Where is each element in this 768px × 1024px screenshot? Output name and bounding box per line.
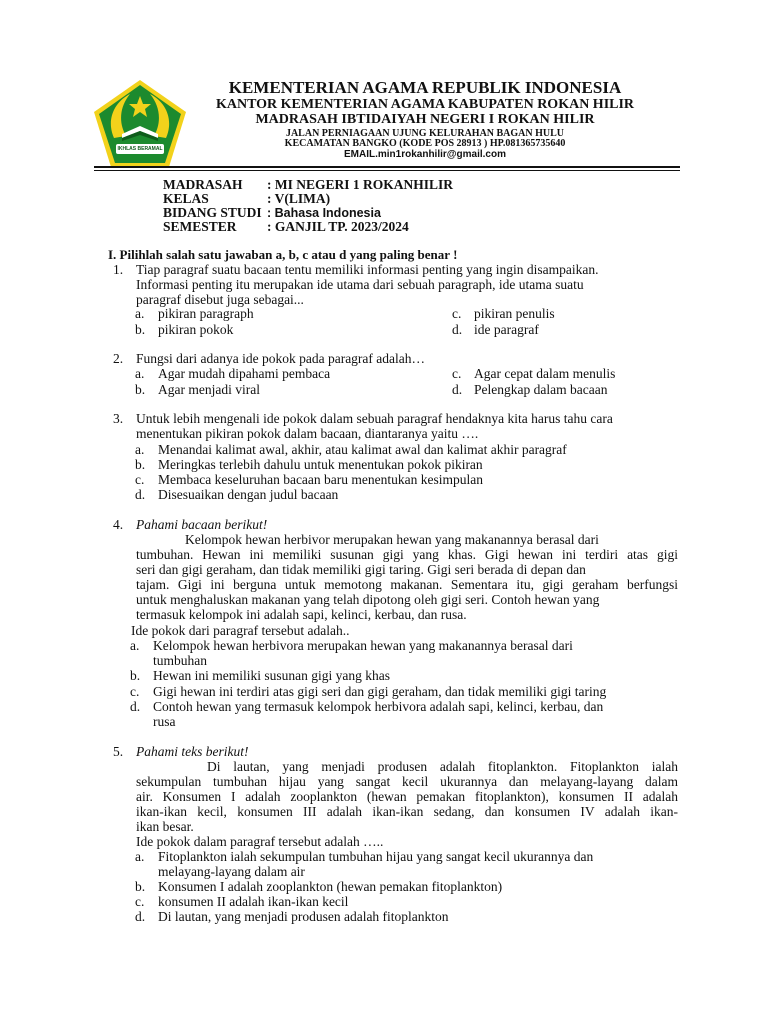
q2-text-line1: Fungsi dari adanya ide pokok pada paragraf adalah… bbox=[136, 351, 426, 366]
q4-passage-line1: Kelompok hewan herbivor merupakan hewan yang makanannya berasal dari bbox=[185, 532, 599, 547]
q3-option-b: Meringkas terlebih dahulu untuk menentukan pokok pikiran bbox=[158, 457, 483, 472]
q2-option-b: Agar menjadi viral bbox=[158, 382, 260, 397]
q4-option-b-letter: b. bbox=[130, 668, 141, 683]
q3-option-a: Menandai kalimat awal, akhir, atau kalimat awal dan kalimat akhir paragraf bbox=[158, 442, 567, 457]
q2-option-d: Pelengkap dalam bacaan bbox=[474, 382, 608, 397]
q4-option-d-letter: d. bbox=[130, 699, 141, 714]
info-semester-label: SEMESTER bbox=[163, 219, 237, 234]
q4-option-d-line2: rusa bbox=[153, 714, 176, 729]
q1-option-b-letter: b. bbox=[135, 322, 146, 337]
q5-question: Ide pokok dalam paragraf tersebut adalah ….. bbox=[136, 834, 384, 849]
q5-passage-line5: ikan besar. bbox=[136, 819, 194, 834]
info-madrasah-label: MADRASAH bbox=[163, 177, 243, 192]
header-email: EMAIL.min1rokanhilir@gmail.com bbox=[343, 149, 506, 160]
q1-option-b: pikiran pokok bbox=[158, 322, 234, 337]
q1-option-a: pikiran paragraph bbox=[158, 306, 254, 321]
q3-option-b-letter: b. bbox=[135, 457, 146, 472]
q4-number: 4. bbox=[113, 517, 124, 532]
q1-option-c: pikiran penulis bbox=[474, 306, 555, 321]
kemenag-emblem-icon bbox=[92, 78, 188, 170]
q5-option-c: konsumen II adalah ikan-ikan kecil bbox=[158, 894, 349, 909]
q1-option-d-letter: d. bbox=[452, 322, 463, 337]
q4-option-a-letter: a. bbox=[130, 638, 140, 653]
q5-number: 5. bbox=[113, 744, 124, 759]
q5-option-b: Konsumen I adalah zooplankton (hewan pemakan fitoplankton) bbox=[158, 879, 503, 894]
q5-option-a-letter: a. bbox=[135, 849, 145, 864]
q5-title: Pahami teks berikut! bbox=[136, 744, 249, 759]
section-instruction: I. Pilihlah salah satu jawaban a, b, c atau d yang paling benar ! bbox=[108, 247, 458, 262]
logo-motto: IKHLAS BERAMAL bbox=[117, 146, 163, 152]
q1-text-line2: Informasi penting itu merupakan ide utama dari sebuah paragraph, ide utama suatu bbox=[136, 277, 584, 292]
header-district: KECAMATAN BANGKO (KODE POS 28913 ) HP.081365735640 bbox=[284, 138, 566, 149]
kemenag-logo bbox=[92, 78, 188, 170]
info-kelas-label: KELAS bbox=[163, 191, 209, 206]
header-office: KANTOR KEMENTERIAN AGAMA KABUPATEN ROKAN HILIR bbox=[215, 97, 635, 112]
q4-option-c-letter: c. bbox=[130, 684, 140, 699]
info-kelas-value: : V(LIMA) bbox=[267, 191, 331, 206]
q3-text-line2: menentukan pikiran pokok dalam bacaan, diantaranya yaitu …. bbox=[136, 426, 479, 441]
q3-number: 3. bbox=[113, 411, 124, 426]
q5-option-d: Di lautan, yang menjadi produsen adalah fitoplankton bbox=[158, 909, 449, 924]
info-bidang-value: : Bahasa Indonesia bbox=[267, 206, 381, 220]
header-divider-thick bbox=[94, 166, 680, 168]
q4-passage-line5: untuk menghaluskan makanan yang telah dipotong oleh gigi seri. Contoh hewan yang bbox=[136, 592, 600, 607]
q4-question: Ide pokok dari paragraf tersebut adalah.. bbox=[131, 623, 350, 638]
q3-option-d: Disesuaikan dengan judul bacaan bbox=[158, 487, 339, 502]
q1-option-a-letter: a. bbox=[135, 306, 145, 321]
q5-option-a-line1: Fitoplankton ialah sekumpulan tumbuhan hijau yang sangat kecil ukurannya dan bbox=[158, 849, 594, 864]
q4-title: Pahami bacaan berikut! bbox=[136, 517, 268, 532]
q4-option-a-line2: tumbuhan bbox=[153, 653, 207, 668]
q4-passage-line6: termasuk kelompok ini adalah sapi, kelinci, kerbau, dan rusa. bbox=[136, 607, 467, 622]
header-ministry: KEMENTERIAN AGAMA REPUBLIK INDONESIA bbox=[228, 78, 622, 97]
q4-option-d-line1: Contoh hewan yang termasuk kelompok herbivora adalah sapi, kelinci, kerbau, dan bbox=[153, 699, 604, 714]
info-semester-value: : GANJIL TP. 2023/2024 bbox=[267, 219, 409, 234]
q4-option-c: Gigi hewan ini terdiri atas gigi seri dan gigi geraham, dan tidak memiliki gigi taring bbox=[153, 684, 607, 699]
q1-option-d: ide paragraf bbox=[474, 322, 539, 337]
info-semester bbox=[163, 219, 409, 234]
q2-option-c-letter: c. bbox=[452, 366, 462, 381]
q5-option-d-letter: d. bbox=[135, 909, 146, 924]
q5-passage-line2: sekumpulan tumbuhan hijau yang sangat kecil ukurannya dan melayang-layang dalam bbox=[136, 774, 678, 789]
header-school: MADRASAH IBTIDAIYAH NEGERI I ROKAN HILIR bbox=[255, 112, 595, 127]
q3-option-d-letter: d. bbox=[135, 487, 146, 502]
q5-passage-line1: Di lautan, yang menjadi produsen adalah fitoplankton. Fitoplankton ialah bbox=[207, 759, 678, 774]
info-madrasah-value: : MI NEGERI 1 ROKANHILIR bbox=[267, 177, 454, 192]
q3-text-line1: Untuk lebih mengenali ide pokok dalam sebuah paragraf hendaknya kita harus tahu cara bbox=[136, 411, 613, 426]
q5-option-c-letter: c. bbox=[135, 894, 145, 909]
q4-passage-line3: seri dan gigi geraham, dan tidak memiliki gigi taring. Gigi seri berada di depan dan bbox=[136, 562, 586, 577]
q2-option-c: Agar cepat dalam menulis bbox=[474, 366, 616, 381]
q2-option-a-letter: a. bbox=[135, 366, 145, 381]
q2-number: 2. bbox=[113, 351, 124, 366]
q4-option-b: Hewan ini memiliki susunan gigi yang khas bbox=[153, 668, 390, 683]
q2-option-d-letter: d. bbox=[452, 382, 463, 397]
header-divider-thin bbox=[94, 170, 680, 171]
header-address: JALAN PERNIAGAAN UJUNG KELURAHAN BAGAN HULU bbox=[285, 128, 565, 139]
q5-option-b-letter: b. bbox=[135, 879, 146, 894]
q4-option-a-line1: Kelompok hewan herbivora merupakan hewan yang makanannya berasal dari bbox=[153, 638, 573, 653]
q4-passage-line4: tajam. Gigi ini berguna untuk memotong makanan. Sementara itu, gigi geraham berfungsi bbox=[136, 577, 678, 592]
q3-option-c: Membaca keseluruhan bacaan baru menentukan kesimpulan bbox=[158, 472, 483, 487]
q4-passage-line2: tumbuhan. Hewan ini memiliki susunan gigi yang khas. Gigi hewan ini terdiri atas gigi bbox=[136, 547, 678, 562]
info-madrasah bbox=[163, 177, 453, 192]
info-bidang-label: BIDANG STUDI bbox=[163, 205, 262, 220]
q1-text-line1: Tiap paragraf suatu bacaan tentu memiliki informasi penting yang ingin disampaikan. bbox=[136, 262, 599, 277]
q2-option-b-letter: b. bbox=[135, 382, 146, 397]
q1-number: 1. bbox=[113, 262, 124, 277]
q5-passage-line4: ikan-ikan kecil, konsumen III adalah ikan-ikan sedang, dan konsumen IV adalah ikan- bbox=[136, 804, 678, 819]
q1-text-line3: paragraf disebut juga sebagai... bbox=[136, 292, 304, 307]
q2-option-a: Agar mudah dipahami pembaca bbox=[158, 366, 331, 381]
q1-option-c-letter: c. bbox=[452, 306, 462, 321]
q5-option-a-line2: melayang-layang dalam air bbox=[158, 864, 305, 879]
q5-passage-line3: air. Konsumen I adalah zooplankton (hewan pemakan fitoplankton), konsumen II adalah bbox=[136, 789, 678, 804]
info-kelas bbox=[163, 191, 330, 206]
q3-option-c-letter: c. bbox=[135, 472, 145, 487]
q3-option-a-letter: a. bbox=[135, 442, 145, 457]
